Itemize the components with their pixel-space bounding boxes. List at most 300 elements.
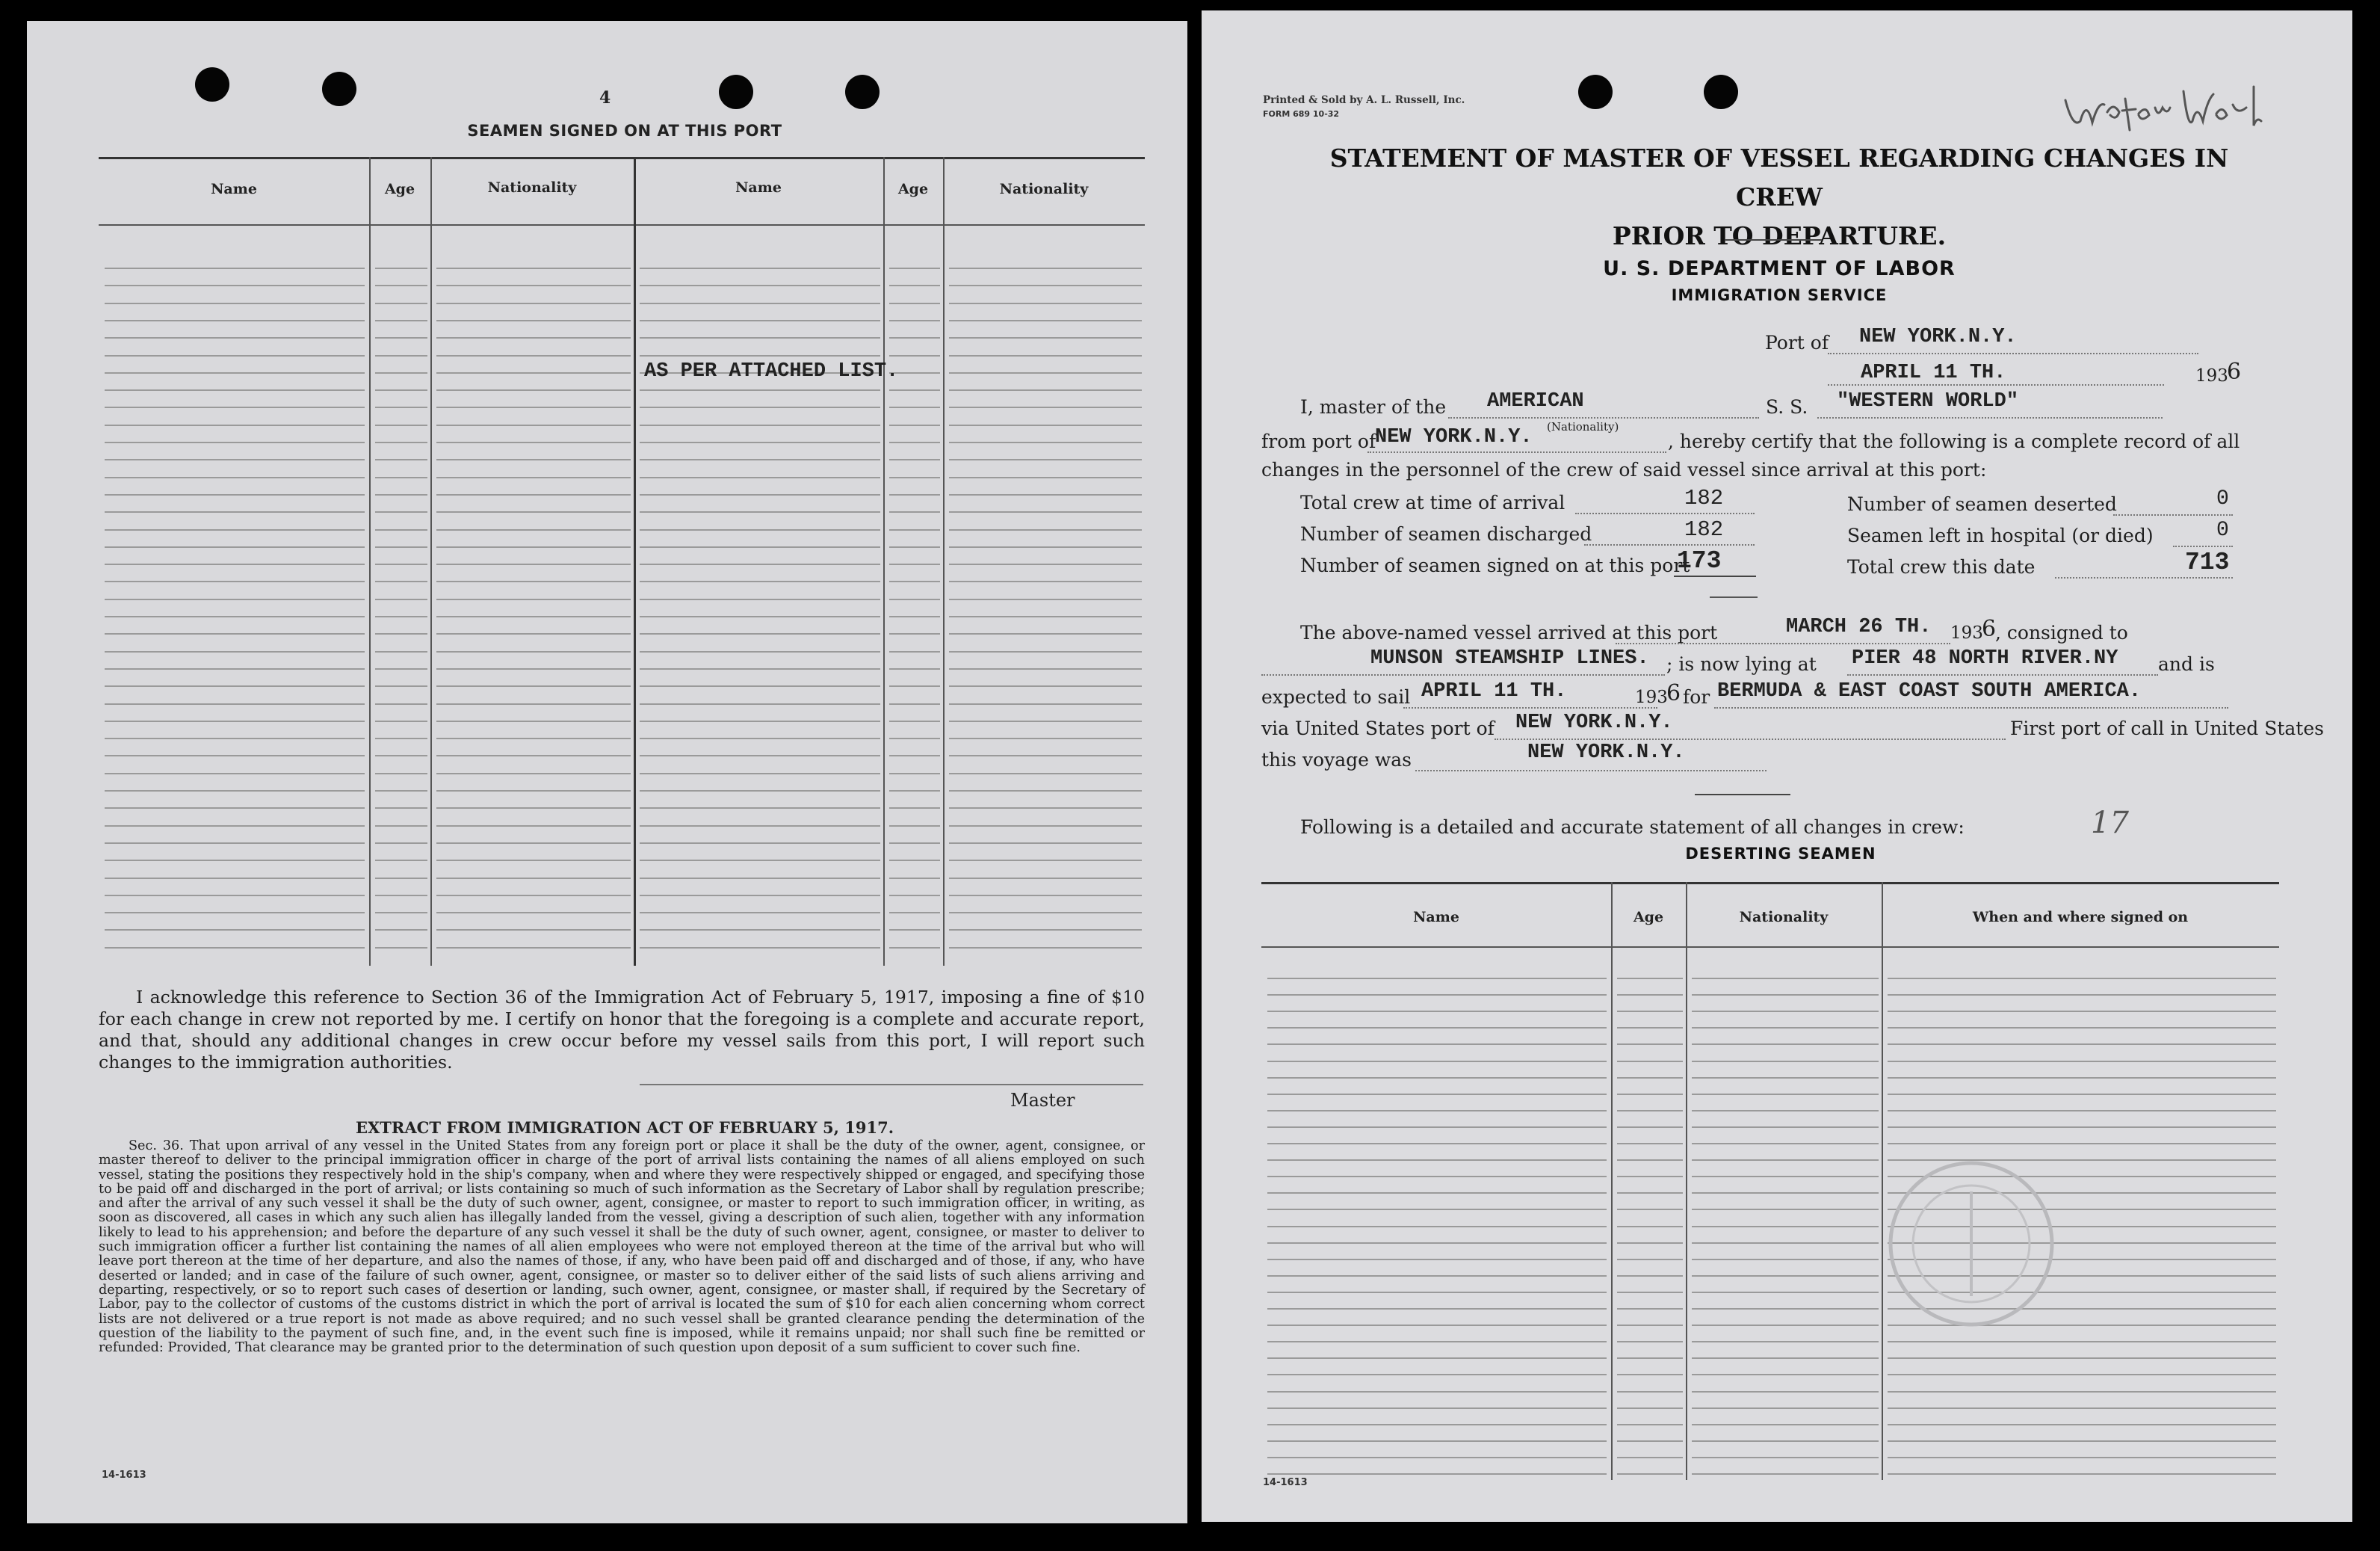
table-row-line <box>1692 978 1879 979</box>
table-row-line <box>1617 1374 1683 1375</box>
table-row-line <box>1617 1259 1683 1260</box>
table-row-line <box>436 616 631 617</box>
table-row-line <box>889 389 940 391</box>
table-row-line <box>1692 1209 1879 1210</box>
table-row-line <box>949 807 1142 809</box>
table-row-line <box>105 878 365 879</box>
fill-line <box>1584 544 1755 546</box>
table-row-line <box>949 442 1142 443</box>
table-row-line <box>889 790 940 792</box>
table-row-line <box>1267 1159 1607 1161</box>
table-row-line <box>1617 1159 1683 1161</box>
expected-value: APRIL 11 TH. <box>1421 680 1567 703</box>
table-row-line <box>640 773 880 774</box>
table-row-line <box>1617 1473 1683 1475</box>
table-row-line <box>105 581 365 582</box>
table-row-line <box>436 807 631 809</box>
column-header: Age <box>897 181 929 197</box>
first-port-value: NEW YORK.N.Y. <box>1527 741 1685 764</box>
table-row-line <box>436 651 631 653</box>
table-row-line <box>949 599 1142 600</box>
table-row-line <box>436 755 631 756</box>
table-row-line <box>1888 1440 2276 1442</box>
table-row-line <box>1888 978 2276 979</box>
table-row-line <box>375 773 427 774</box>
table-row-line <box>375 407 427 408</box>
table-row-line <box>105 355 365 357</box>
fill-line <box>1403 707 1657 709</box>
table-row-line <box>105 947 365 949</box>
table-row-line <box>640 477 880 478</box>
table-row-line <box>1692 1027 1879 1029</box>
handwritten-mark: 17 <box>2091 806 2129 840</box>
table-row-line <box>105 825 365 827</box>
table-row-line <box>949 738 1142 739</box>
table-row-line <box>436 599 631 600</box>
expected-year-prefix: 193 <box>1635 688 1668 707</box>
year-digit: 6 <box>2227 359 2242 385</box>
table-row-line <box>436 895 631 896</box>
table-row-line <box>949 616 1142 617</box>
table-row-line <box>436 372 631 374</box>
table-row-line <box>105 755 365 756</box>
table-row-line <box>1267 1374 1607 1375</box>
total-today-label: Total crew this date <box>1847 556 2036 578</box>
table-row-line <box>436 825 631 827</box>
table-row-line <box>640 912 880 913</box>
table-row-line <box>375 372 427 374</box>
table-row-line <box>949 895 1142 896</box>
nationality-caption: (Nationality) <box>1547 420 1619 434</box>
table-row-line <box>1267 1143 1607 1144</box>
table-row-line <box>375 320 427 321</box>
arrived-year-digit: 6 <box>1982 616 1997 642</box>
table-row-line <box>105 407 365 408</box>
following-label: Following is a detailed and accurate statement of all changes in crew: <box>1300 816 1965 838</box>
table-row-line <box>1692 1407 1879 1409</box>
table-row-line <box>1617 1308 1683 1310</box>
table-row-line <box>436 546 631 548</box>
table-row-line <box>889 651 940 653</box>
table-row-line <box>949 685 1142 687</box>
table-row-line <box>375 947 427 949</box>
date-value: APRIL 11 TH. <box>1861 362 2006 384</box>
table-row-line <box>889 842 940 844</box>
page-number: 4 <box>599 88 611 108</box>
table-row-line <box>889 703 940 705</box>
table-row-line <box>436 929 631 931</box>
printer-line: Printed & Sold by A. L. Russell, Inc. <box>1263 94 1465 106</box>
column-header: Nationality <box>999 181 1089 197</box>
table-row-line <box>889 529 940 531</box>
table-row-line <box>1888 1457 2276 1458</box>
table-row-line <box>640 442 880 443</box>
seamen-signed-title: SEAMEN SIGNED ON AT THIS PORT <box>467 122 782 140</box>
table-row-line <box>949 825 1142 827</box>
table-row-line <box>640 807 880 809</box>
table-row-line <box>436 389 631 391</box>
table-row-line <box>436 511 631 513</box>
table-row-line <box>889 895 940 896</box>
divider <box>1695 794 1790 795</box>
table-row-line <box>436 773 631 774</box>
table-row-line <box>1617 1275 1683 1277</box>
table-row-line <box>1267 994 1607 996</box>
table-row-line <box>1617 1043 1683 1045</box>
table-row-line <box>1888 1391 2276 1393</box>
table-row-line <box>1617 1209 1683 1210</box>
and-is-label: and is <box>2158 653 2215 675</box>
for-label: for <box>1683 686 1710 708</box>
table-row-line <box>1267 1126 1607 1128</box>
fill-line <box>1448 417 1759 419</box>
table-row-line <box>375 912 427 913</box>
table-row-line <box>1617 1143 1683 1144</box>
table-row-line <box>105 842 365 844</box>
table-row-line <box>1617 1457 1683 1458</box>
table-row-line <box>640 355 880 357</box>
table-row-line <box>949 878 1142 879</box>
divider <box>1710 596 1758 598</box>
table-row-line <box>1267 1110 1607 1111</box>
table-row-line <box>640 599 880 600</box>
table-row-line <box>1888 1077 2276 1079</box>
table-row-line <box>1617 1061 1683 1062</box>
table-row-line <box>375 389 427 391</box>
table-row-line <box>1692 1226 1879 1227</box>
table-row-line <box>949 494 1142 496</box>
table-row-line <box>105 738 365 739</box>
table-row-line <box>949 303 1142 304</box>
total-today: 713 <box>2185 549 2230 576</box>
deserting-table <box>1261 882 2279 1480</box>
table-row-line <box>1617 1357 1683 1359</box>
table-row-line <box>889 860 940 861</box>
table-row-line <box>640 947 880 949</box>
table-row-line <box>105 320 365 321</box>
table-row-line <box>1267 1077 1607 1079</box>
table-row-line <box>436 842 631 844</box>
table-row-line <box>949 268 1142 269</box>
table-row-line <box>1267 1043 1607 1045</box>
table-row-line <box>1617 1176 1683 1177</box>
table-row-line <box>1692 1457 1879 1458</box>
expected-label: expected to sail <box>1261 686 1411 708</box>
table-row-line <box>105 633 365 635</box>
table-row-line <box>1692 1043 1879 1045</box>
form-title <box>1321 139 2237 256</box>
table-row-line <box>375 895 427 896</box>
table-row-line <box>1267 1325 1607 1326</box>
table-row-line <box>436 494 631 496</box>
table-row-line <box>889 442 940 443</box>
table-row-line <box>949 860 1142 861</box>
left-page <box>27 21 1187 1523</box>
punch-hole <box>1578 75 1613 109</box>
table-row-line <box>949 407 1142 408</box>
table-row-line <box>640 703 880 705</box>
table-row-line <box>375 546 427 548</box>
table-row-line <box>105 912 365 913</box>
table-row-line <box>1617 978 1683 979</box>
table-row-line <box>1692 1473 1879 1475</box>
table-row-line <box>889 685 940 687</box>
table-row-line <box>640 825 880 827</box>
table-row-line <box>949 790 1142 792</box>
table-row-line <box>105 651 365 653</box>
table-row-line <box>949 947 1142 949</box>
total-crew-arrival-label: Total crew at time of arrival <box>1300 492 1565 514</box>
table-row-line <box>889 929 940 931</box>
table-row-line <box>889 773 940 774</box>
table-row-line <box>1692 1192 1879 1194</box>
certify-text-2: changes in the personnel of the crew of said vessel since arrival at this port: <box>1261 459 1987 481</box>
table-row-line <box>949 511 1142 513</box>
handwritten-signature <box>2058 69 2352 141</box>
column-header: Age <box>384 181 415 197</box>
table-row-line <box>1267 1226 1607 1227</box>
table-row-line <box>640 511 880 513</box>
table-row-line <box>889 459 940 460</box>
table-row-line <box>1888 1341 2276 1342</box>
hospital-label: Seamen left in hospital (or died) <box>1847 525 2154 546</box>
table-row-line <box>1888 1126 2276 1128</box>
master-label: Master <box>1010 1090 1075 1111</box>
table-row-line <box>436 947 631 949</box>
table-row-line <box>1617 1027 1683 1029</box>
table-row-line <box>1617 1424 1683 1425</box>
table-row-line <box>105 459 365 460</box>
table-row-line <box>1888 994 2276 996</box>
table-row-line <box>1617 1391 1683 1393</box>
table-row-line <box>375 633 427 635</box>
table-row-line <box>1692 1374 1879 1375</box>
year-prefix: 193 <box>2195 366 2228 386</box>
table-row-line <box>1267 1341 1607 1342</box>
table-row-line <box>105 790 365 792</box>
table-row-line <box>640 929 880 931</box>
table-row-line <box>375 616 427 617</box>
this-voyage-label: this voyage was <box>1261 749 1412 771</box>
table-row-line <box>105 546 365 548</box>
table-row-line <box>375 738 427 739</box>
table-row-line <box>1267 1292 1607 1293</box>
port-label: Port of <box>1765 332 1829 354</box>
table-row-line <box>1692 1308 1879 1310</box>
table-row-line <box>1888 1473 2276 1475</box>
table-row-line <box>1888 1407 2276 1409</box>
table-row-line <box>1267 1061 1607 1062</box>
table-row-line <box>436 425 631 426</box>
ss-label: S. S. <box>1766 396 1808 418</box>
table-row-line <box>375 477 427 478</box>
table-row-line <box>1692 1357 1879 1359</box>
table-row-line <box>1888 1061 2276 1062</box>
table-row-line <box>1267 1259 1607 1260</box>
table-row-line <box>949 425 1142 426</box>
fill-line <box>1828 384 2164 386</box>
table-row-line <box>640 320 880 321</box>
table-row-line <box>1267 1011 1607 1012</box>
fill-line <box>1817 417 2163 419</box>
table-row-line <box>105 860 365 861</box>
column-header: When and where signed on <box>1972 909 2189 925</box>
table-row-line <box>1267 1209 1607 1210</box>
fill-line <box>1714 707 2228 709</box>
table-row-line <box>105 494 365 496</box>
table-row-line <box>640 425 880 426</box>
table-row-line <box>640 633 880 635</box>
table-row-line <box>375 668 427 670</box>
table-row-line <box>889 494 940 496</box>
table-row-line <box>1692 994 1879 996</box>
punch-hole <box>845 75 880 109</box>
table-row-line <box>640 407 880 408</box>
table-row-line <box>640 337 880 339</box>
table-row-line <box>889 912 940 913</box>
from-port-label: from port of <box>1261 431 1376 452</box>
table-row-line <box>436 703 631 705</box>
column-header: Nationality <box>1739 909 1829 925</box>
table-row-line <box>105 337 365 339</box>
table-row-line <box>436 477 631 478</box>
table-row-line <box>1692 1110 1879 1111</box>
department-label: U. S. DEPARTMENT OF LABOR <box>1603 257 1956 280</box>
table-row-line <box>889 616 940 617</box>
table-row-line <box>1267 1027 1607 1029</box>
table-row-line <box>375 807 427 809</box>
table-row-line <box>436 878 631 879</box>
table-row-line <box>436 564 631 565</box>
table-row-line <box>640 459 880 460</box>
table-row-line <box>436 721 631 722</box>
table-row-line <box>640 546 880 548</box>
table-row-line <box>640 738 880 739</box>
table-row-line <box>949 459 1142 460</box>
fill-line <box>1367 451 1666 453</box>
table-row-line <box>640 285 880 286</box>
table-row-line <box>105 511 365 513</box>
table-row-line <box>1267 1473 1607 1475</box>
table-row-line <box>436 320 631 321</box>
table-row-line <box>640 616 880 617</box>
table-row-line <box>1692 1259 1879 1260</box>
table-row-line <box>1267 1308 1607 1310</box>
right-page <box>1202 10 2352 1522</box>
table-row-line <box>375 790 427 792</box>
table-row-line <box>105 773 365 774</box>
nationality-value: AMERICAN <box>1487 390 1584 413</box>
fill-line <box>1847 674 2158 676</box>
table-row-line <box>949 337 1142 339</box>
table-row-line <box>640 842 880 844</box>
extract-text: Sec. 36. That upon arrival of any vessel in the United States from any foreign port or place it shall be the duty of the owner, agent, consignee, or master thereof to deliver to the principal immigration officer in charge of the port of arrival lists containing the names of all aliens employed on such vessel, stating the positions they respectively hold in the ship's company, when and where they were respectively shipped or engaged, and specifying those to be paid off and discharged in the port of arrival; or lists containing so much of such information as the Secretary of Labor shall by regulation prescribe; and after the arrival of any such vessel it shall be the duty of such owner, agent, consignee, or master to report to such immigration officer, in writing, as soon as discovered, all cases in which any such alien has illegally landed from the vessel, giving a description of such alien, together with any information likely to lead to his apprehension; and before the departure of any such vessel it shall be the duty of such owner, agent, consignee, or master to deliver to such immigration officer a further list containing the names of all alien employees who were not employed thereon at the time of the arrival but who will leave port thereon at the time of her departure, and also the names of those, if any, who have been paid off and discharged and of those, if any, who have deserted or landed; and in case of the failure of such owner, agent, consignee, or master so to deliver either of the said lists of such aliens arriving and departing, respectively, or so to report such cases of desertion or landing, such owner, agent, consignee, or master shall, if required by the Secretary of Labor, pay to the collector of customs of the customs district in which the port of arrival is located the sum of $10 for each alien concerning whom correct lists are not delivered or a true report is not made as above required; and no such vessel shall be granted clearance pending the determination of the question of the liability to the payment of such fine, and, in the event such fine is imposed, while it remains unpaid; nor shall such fine be remitted or refunded: Provided, That clearance may be granted prior to the determination of such question upon deposit of a sum sufficient to cover such fine. <box>99 1138 1145 1356</box>
column-header: Name <box>735 179 782 196</box>
table-row-line <box>1267 1275 1607 1277</box>
table-row-line <box>1267 1424 1607 1425</box>
table-row-line <box>640 895 880 896</box>
table-row-line <box>1617 1226 1683 1227</box>
column-header: Age <box>1633 909 1664 925</box>
table-row-line <box>436 303 631 304</box>
table-row-line <box>949 651 1142 653</box>
table-row-line <box>1888 1374 2276 1375</box>
table-row-line <box>889 285 940 286</box>
table-row-line <box>1617 1407 1683 1409</box>
table-row-line <box>436 912 631 913</box>
table-row-line <box>889 947 940 949</box>
table-row-line <box>949 477 1142 478</box>
table-row-line <box>1617 1192 1683 1194</box>
via-value: NEW YORK.N.Y. <box>1515 712 1673 734</box>
table-row-line <box>1692 1391 1879 1393</box>
punch-hole <box>1704 75 1738 109</box>
table-row-line <box>640 529 880 531</box>
table-row-line <box>375 442 427 443</box>
table-row-line <box>1692 1341 1879 1342</box>
form-title-line2: PRIOR TO DEPARTURE. <box>1612 221 1947 250</box>
port-value: NEW YORK.N.Y. <box>1859 326 2017 348</box>
table-row-line <box>640 755 880 756</box>
table-row-line <box>436 459 631 460</box>
expected-year-digit: 6 <box>1666 680 1681 706</box>
acknowledgment-text: I acknowledge this reference to Section 36 of the Immigration Act of February 5, 1917, imposing a fine of $10 for each change in crew not reported by me. I certify on honor that the foregoing is a complete and accurate report, and that, should any additional changes in crew occur before my vessel sails from this port, I will report such changes to the immigration authorities. <box>99 987 1145 1073</box>
table-row-line <box>949 389 1142 391</box>
table-row-line <box>375 459 427 460</box>
table-row-line <box>375 878 427 879</box>
table-row-line <box>436 407 631 408</box>
table-row-line <box>105 616 365 617</box>
discharged: 182 <box>1684 517 1724 542</box>
table-row-line <box>375 599 427 600</box>
table-row-line <box>1888 1094 2276 1095</box>
table-row-line <box>949 564 1142 565</box>
table-row-line <box>1617 1126 1683 1128</box>
certify-text: , hereby certify that the following is a complete record of all <box>1668 431 2240 452</box>
table-row-line <box>1692 1275 1879 1277</box>
table-row-line <box>105 668 365 670</box>
table-row-line <box>1692 1126 1879 1128</box>
table-row-line <box>640 790 880 792</box>
table-row-line <box>1692 1440 1879 1442</box>
from-port-value: NEW YORK.N.Y. <box>1375 426 1533 448</box>
table-row-line <box>105 685 365 687</box>
table-row-line <box>949 721 1142 722</box>
table-row-line <box>436 529 631 531</box>
fill-line <box>1674 576 1756 577</box>
table-row-line <box>889 581 940 582</box>
table-row-line <box>105 703 365 705</box>
column-header: Nationality <box>487 179 577 196</box>
table-row-line <box>889 511 940 513</box>
table-row-line <box>889 355 940 357</box>
table-row-line <box>105 721 365 722</box>
table-row-line <box>889 599 940 600</box>
table-row-line <box>1692 1159 1879 1161</box>
table-row-line <box>1617 1110 1683 1111</box>
table-row-line <box>436 285 631 286</box>
table-row-line <box>640 651 880 653</box>
arrived-label: The above-named vessel arrived at this port <box>1300 622 1718 644</box>
column-header: Name <box>211 181 257 197</box>
table-row-line <box>640 268 880 269</box>
table-row-line <box>889 633 940 635</box>
table-row-line <box>1617 1440 1683 1442</box>
table-row-line <box>1267 1457 1607 1458</box>
table-row-line <box>1617 1094 1683 1095</box>
table-row-line <box>1267 1192 1607 1194</box>
table-row-line <box>889 477 940 478</box>
